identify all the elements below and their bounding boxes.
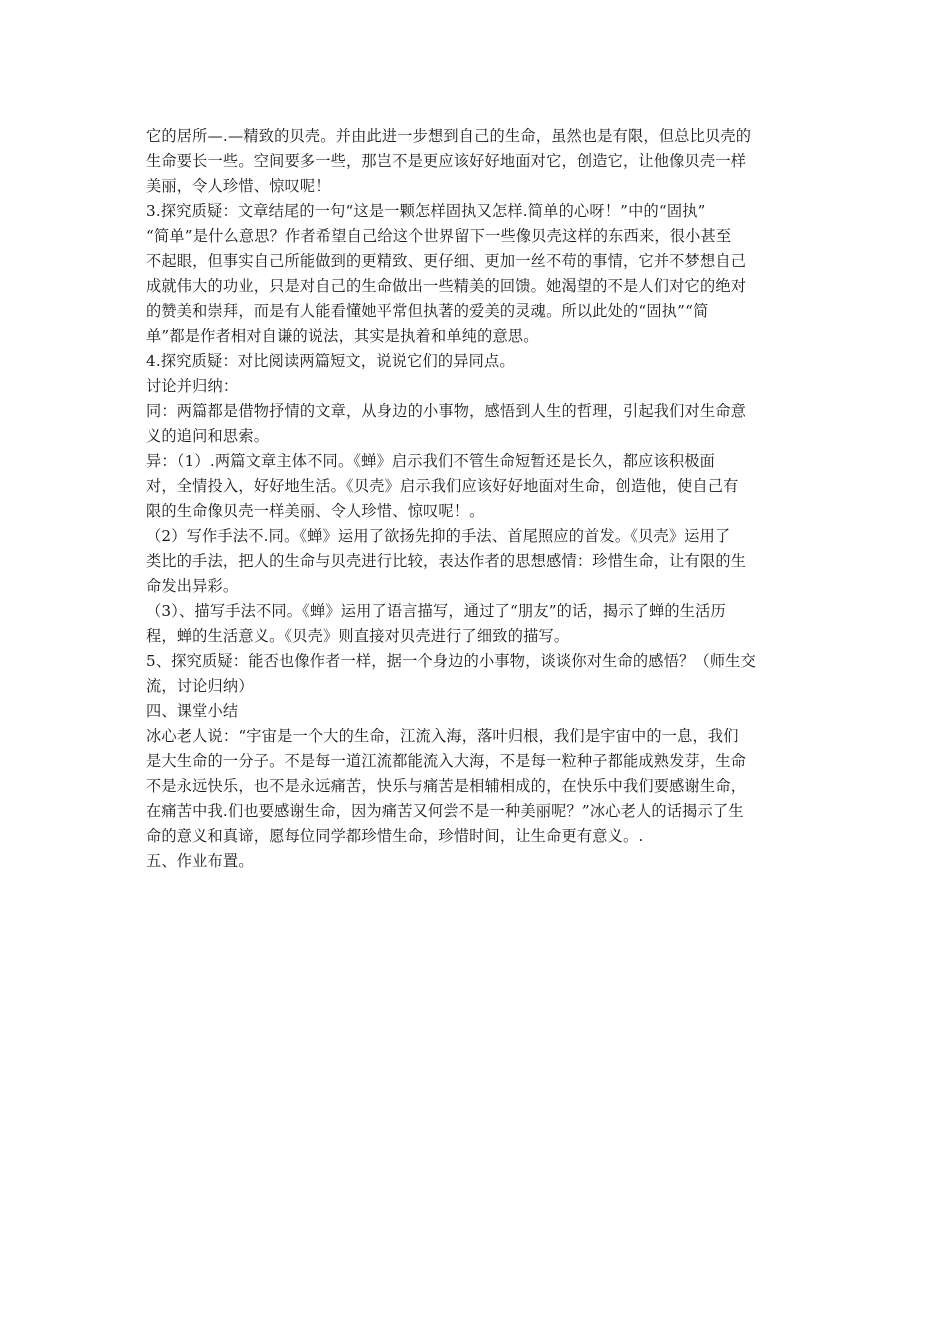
text-line: 义的追问和思索。 bbox=[146, 427, 270, 445]
text-line: 异：（1）.两篇文章主体不同。《蝉》启示我们不管生命短暂还是长久，都应该积极面 bbox=[146, 452, 716, 470]
document-page bbox=[146, 124, 806, 874]
text-line: 程，蝉的生活意义。《贝壳》则直接对贝壳进行了细致的描写。 bbox=[146, 627, 570, 645]
text-line: 它的居所—.—精致的贝壳。并由此进一步想到自己的生命，虽然也是有限，但总比贝壳的 bbox=[146, 127, 752, 145]
text-line: 3.探究质疑：文章结尾的一句“这是一颗怎样固执又怎样.简单的心呀！”中的“固执” bbox=[146, 202, 706, 220]
text-line: 成就伟大的功业，只是对自己的生命做出一些精美的回馈。她渴望的不是人们对它的绝对 bbox=[146, 277, 747, 295]
text-line: 在痛苦中我.们也要感谢生命，因为痛苦又何尝不是一种美丽呢？”冰心老人的话揭示了生 bbox=[146, 802, 744, 820]
text-line: 讨论并归纳： bbox=[146, 377, 239, 395]
text-line: 同：两篇都是借物抒情的文章，从身边的小事物，感悟到人生的哲理，引起我们对生命意 bbox=[146, 402, 747, 420]
text-line: 类比的手法，把人的生命与贝壳进行比较，表达作者的思想感情：珍惜生命，让有限的生 bbox=[146, 552, 747, 570]
text-line: 四、课堂小结 bbox=[146, 702, 239, 720]
text-line: 五、作业布置。 bbox=[146, 852, 254, 870]
text-line: 生命要长一些。空间要多一些，那岂不是更应该好好地面对它，创造它，让他像贝壳一样 bbox=[146, 152, 747, 170]
text-line: 对，全情投入，好好地生活。《贝壳》启示我们应该好好地面对生命，创造他，使自己有 bbox=[146, 477, 739, 495]
text-line: 5、探究质疑：能否也像作者一样，据一个身边的小事物，谈谈你对生命的感悟？（师生交 bbox=[146, 652, 756, 670]
text-line: 命发出异彩。 bbox=[146, 577, 239, 595]
text-line: “简单”是什么意思？作者希望自己给这个世界留下一些像贝壳这样的东西来，很小甚至 bbox=[146, 227, 732, 245]
text-line: 不是永远快乐，也不是永远痛苦，快乐与痛苦是相辅相成的，在快乐中我们要感谢生命， bbox=[146, 777, 747, 795]
text-line: 不起眼，但事实自己所能做到的更精致、更仔细、更加一丝不苟的事情，它并不梦想自己 bbox=[146, 252, 747, 270]
text-line: （2）写作手法不.同。《蝉》运用了欲扬先抑的手法、首尾照应的首发。《贝壳》运用了 bbox=[146, 527, 731, 545]
text-line: 限的生命像贝壳一样美丽、令人珍惜、惊叹呢！。 bbox=[146, 502, 485, 520]
text-line: 命的意义和真谛，愿每位同学都珍惜生命，珍惜时间，让生命更有意义。. bbox=[146, 827, 644, 845]
text-line: 美丽，令人珍惜、惊叹呢！ bbox=[146, 177, 331, 195]
text-line: 是大生命的一分子。不是每一道江流都能流入大海，不是每一粒种子都能成熟发芽，生命 bbox=[146, 752, 747, 770]
text-line: 流，讨论归纳） bbox=[146, 677, 254, 695]
text-line: 4.探究质疑：对比阅读两篇短文，说说它们的异同点。 bbox=[146, 352, 515, 370]
text-line: 冰心老人说：“宇宙是一个大的生命，江流入海，落叶归根，我们是宇宙中的一息，我们 bbox=[146, 727, 739, 745]
text-line: 的赞美和崇拜，而是有人能看懂她平常但执著的爱美的灵魂。所以此处的“固执”“简 bbox=[146, 302, 709, 320]
text-line: （3）、描写手法不同。《蝉》运用了语言描写，通过了“朋友”的话，揭示了蝉的生活历 bbox=[146, 602, 726, 620]
text-line: 单”都是作者相对自谦的说法，其实是执着和单纯的意思。 bbox=[146, 327, 539, 345]
